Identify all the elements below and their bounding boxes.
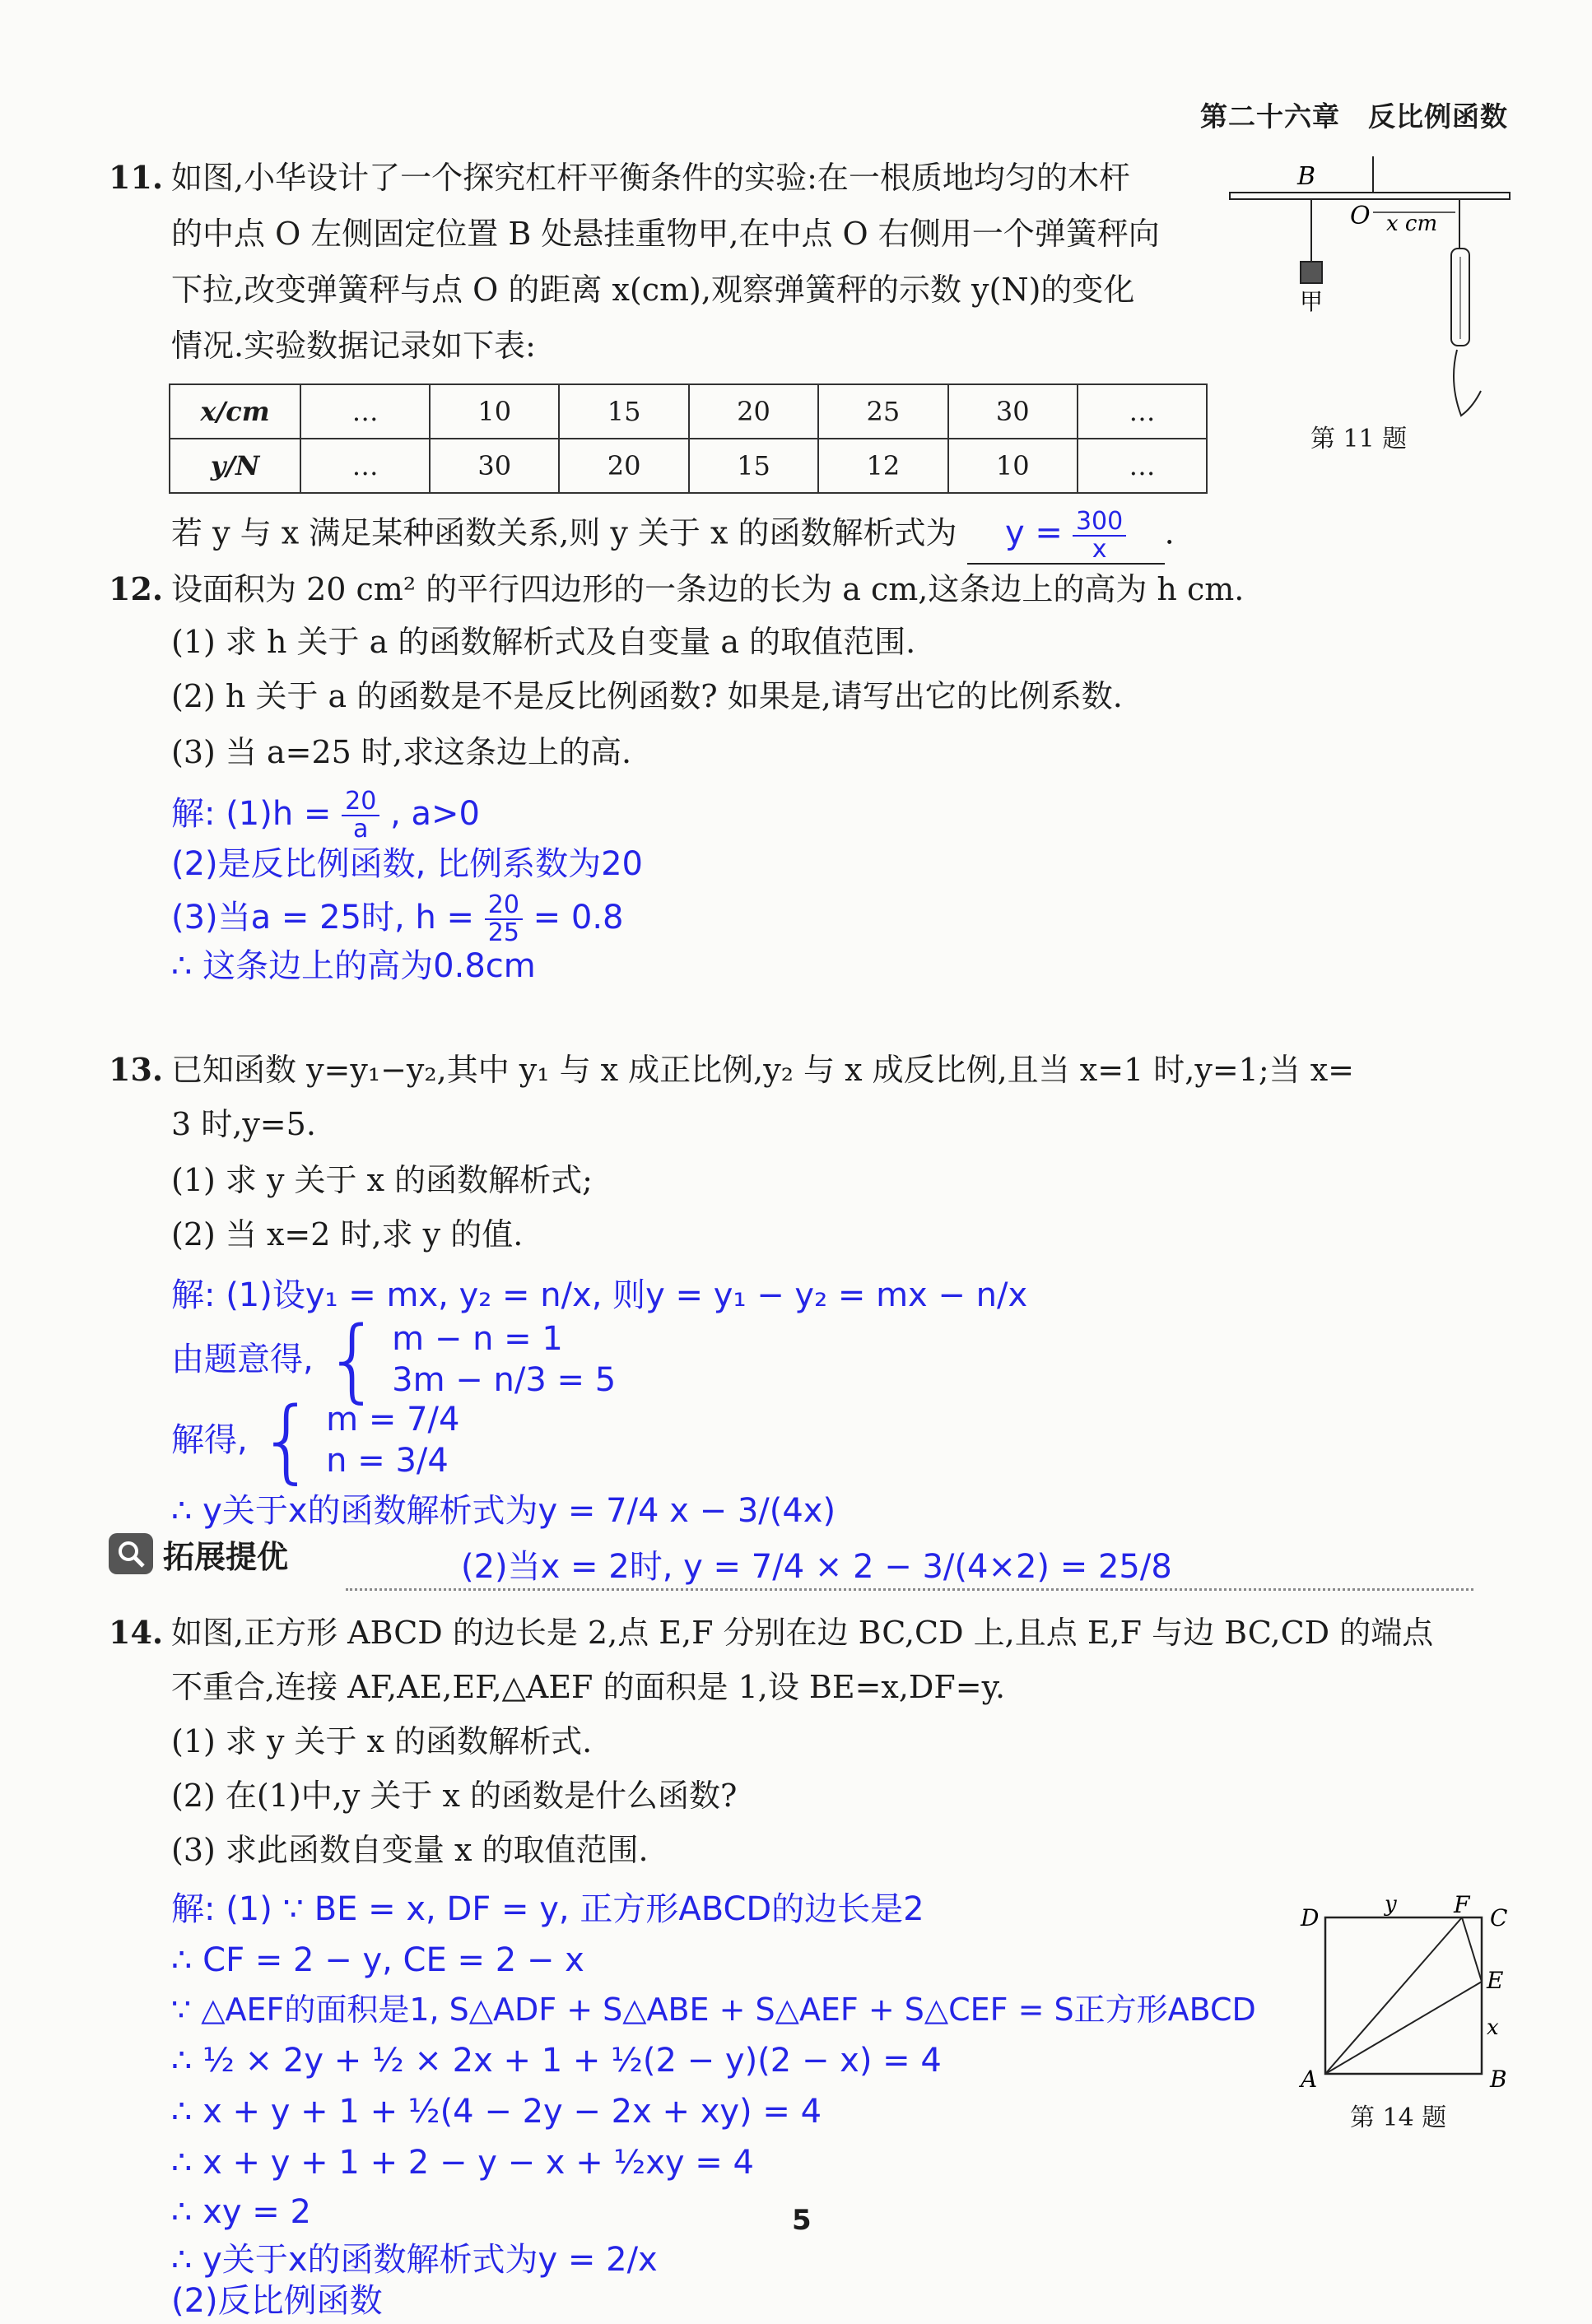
equation: n = 3/4 [326,1442,449,1480]
table-row [170,439,1207,493]
q14-solution-line: ∴ ½ × 2y + ½ × 2x + 1 + ½(2 − y)(2 − x) = 4 [171,2042,942,2080]
q13-s3-label: 解得, [171,1421,248,1459]
q12-s3-fraction [485,892,523,946]
label-weight: 甲 [1300,288,1324,315]
denominator: a [353,815,369,844]
table-cell: … [300,439,430,493]
question-number-14: 14. [109,1614,164,1651]
equation: m = 7/4 [326,1401,460,1439]
q14-solution-line: (2)反比例函数 [171,2282,383,2320]
q13-s2-label: 由题意得, [171,1341,314,1378]
table-cell: … [1078,384,1207,439]
q13-solution-4: ∴ y关于x的函数解析式为y = 7/4 x − 3/(4x) [171,1492,836,1530]
magnifier-icon [109,1533,153,1574]
page-number: 5 [792,2204,812,2237]
table-cell: 20 [689,384,818,439]
numerator: 20 [342,788,379,816]
q12-s3-pre: (3)当a = 25时, h = [171,899,475,937]
q13-stem-2: 3 时,y=5. [171,1106,316,1142]
figure-caption-14: 第 14 题 [1350,2103,1447,2132]
question-number-12: 12. [109,570,164,607]
section-title: 拓展提优 [163,1538,289,1575]
question-number-13: 13. [109,1051,164,1088]
question-number-11: 11. [109,159,164,196]
q12-solution-4: ∴ 这条边上的高为0.8cm [171,947,536,985]
q14-solution-line: 解: (1) ∵ BE = x, DF = y, 正方形ABCD的边长是2 [171,1890,924,1928]
q12-solution-2: (2)是反比例函数, 比例系数为20 [171,845,643,883]
q13-system-2 [171,1387,460,1493]
q11-answer-lhs: y = [1004,514,1063,552]
q12-solution-3 [171,892,624,946]
table-cell: 30 [430,439,559,493]
q13-stem-1: 已知函数 y=y₁−y₂,其中 y₁ 与 x 成正比例,y₂ 与 x 成反比例,且当 x=1 时,y=1;当 x= [171,1052,1355,1088]
table-cell: 15 [559,384,688,439]
table-cell: 20 [559,439,688,493]
numerator: 20 [485,892,523,920]
square-figure [1292,1893,1523,2090]
q12-stem: 设面积为 20 cm² 的平行四边形的一条边的长为 a cm,这条边上的高为 h cm. [171,571,1245,607]
q12-solution-1 [171,788,480,843]
q11-answer-numerator: 300 [1073,509,1126,537]
table-header-x: x/cm [170,384,300,439]
table-header-y: y/N [170,439,300,493]
section-header [109,1532,288,1575]
q14-solution-line: ∵ △AEF的面积是1, S△ADF + S△ABE + S△AEF + S△CEF = S正方形ABCD [171,1992,1256,2028]
q14-solution-line: ∴ CF = 2 − y, CE = 2 − x [171,1941,584,1979]
q13-solution-5: (2)当x = 2时, y = 7/4 × 2 − 3/(4×2) = 25/8 [461,1548,1172,1586]
table-cell: … [300,384,430,439]
table-cell: 30 [948,384,1078,439]
q12-part-2: (2) h 关于 a 的函数是不是反比例函数? 如果是,请写出它的比例系数. [171,678,1123,714]
point-e: E [1487,1967,1504,1994]
vertex-d: D [1301,1904,1320,1931]
label-b: B [1297,162,1316,191]
q14-solution-line: ∴ x + y + 1 + ½(4 − 2y − 2x + xy) = 4 [171,2093,822,2131]
q11-end: . [1164,514,1175,551]
q11-answer-denominator: x [1092,535,1107,564]
q12-s1-post: , a>0 [390,795,480,833]
table-cell: 25 [818,384,947,439]
q13-system-1 [171,1307,617,1412]
vertex-b: B [1490,2066,1507,2090]
equation: m − n = 1 [392,1320,563,1358]
q11-line-1: 如图,小华设计了一个探究杠杆平衡条件的实验:在一根质地均匀的木杆 [171,160,1130,196]
lever-figure [1225,156,1521,453]
table-cell: 10 [430,384,559,439]
experiment-table [169,383,1208,494]
q14-solution-line: ∴ y关于x的函数解析式为y = 2/x [171,2241,658,2279]
vertex-c: C [1490,1904,1508,1931]
q12-part-3: (3) 当 a=25 时,求这条边上的高. [171,734,632,770]
q11-ask: 若 y 与 x 满足某种函数关系,则 y 关于 x 的函数解析式为 [171,514,957,551]
q12-s1-pre: 解: (1)h = [171,795,332,833]
table-cell: 15 [689,439,818,493]
q14-solution-line: ∴ xy = 2 [171,2193,311,2231]
q11-line-3: 下拉,改变弹簧秤与点 O 的距离 x(cm),观察弹簧秤的示数 y(N)的变化 [171,272,1135,308]
table-row [170,384,1207,439]
q12-part-1: (1) 求 h 关于 a 的函数解析式及自变量 a 的取值范围. [171,624,916,660]
q13-solution-1: 解: (1)设y₁ = mx, y₂ = n/x, 则y = y₁ − y₂ = mx − n/x [171,1276,1028,1314]
q11-question [171,509,1175,565]
label-y: y [1385,1893,1397,1917]
chapter-header: 第二十六章 反比例函数 [1200,100,1508,132]
q14-part-2: (2) 在(1)中,y 关于 x 的函数是什么函数? [171,1778,738,1814]
table-cell: 12 [818,439,947,493]
q11-answer-fraction [1073,509,1126,563]
table-cell: … [1078,439,1207,493]
q14-part-3: (3) 求此函数自变量 x 的取值范围. [171,1832,649,1868]
q12-s1-fraction [342,788,379,843]
vertex-a: A [1301,2066,1318,2090]
label-distance: x cm [1386,211,1438,236]
point-f: F [1454,1893,1470,1918]
q13-part-2: (2) 当 x=2 时,求 y 的值. [171,1216,524,1253]
brace-icon: { [258,1387,316,1493]
equation: 3m − n/3 = 5 [392,1361,617,1399]
table-cell: 10 [948,439,1078,493]
q14-solution-line: ∴ x + y + 1 + 2 − y − x + ½xy = 4 [171,2144,754,2182]
q11-answer-blank [967,509,1165,565]
label-o: O [1350,202,1371,230]
q14-part-1: (1) 求 y 关于 x 的函数解析式. [171,1723,593,1759]
q14-stem-1: 如图,正方形 ABCD 的边长是 2,点 E,F 分别在边 BC,CD 上,且点 E,F 与边 BC,CD 的端点 [171,1615,1434,1651]
figure-caption-11: 第 11 题 [1310,425,1408,453]
q11-line-4: 情况.实验数据记录如下表: [171,328,536,364]
q13-part-1: (1) 求 y 关于 x 的函数解析式; [171,1162,593,1198]
label-x: x [1487,2015,1499,2040]
q12-s3-post: = 0.8 [533,899,624,937]
brace-icon: { [324,1307,382,1412]
denominator: 25 [487,918,519,947]
q14-stem-2: 不重合,连接 AF,AE,EF,△AEF 的面积是 1,设 BE=x,DF=y. [171,1669,1006,1705]
q11-line-2: 的中点 O 左侧固定位置 B 处悬挂重物甲,在中点 O 右侧用一个弹簧秤向 [171,216,1160,252]
